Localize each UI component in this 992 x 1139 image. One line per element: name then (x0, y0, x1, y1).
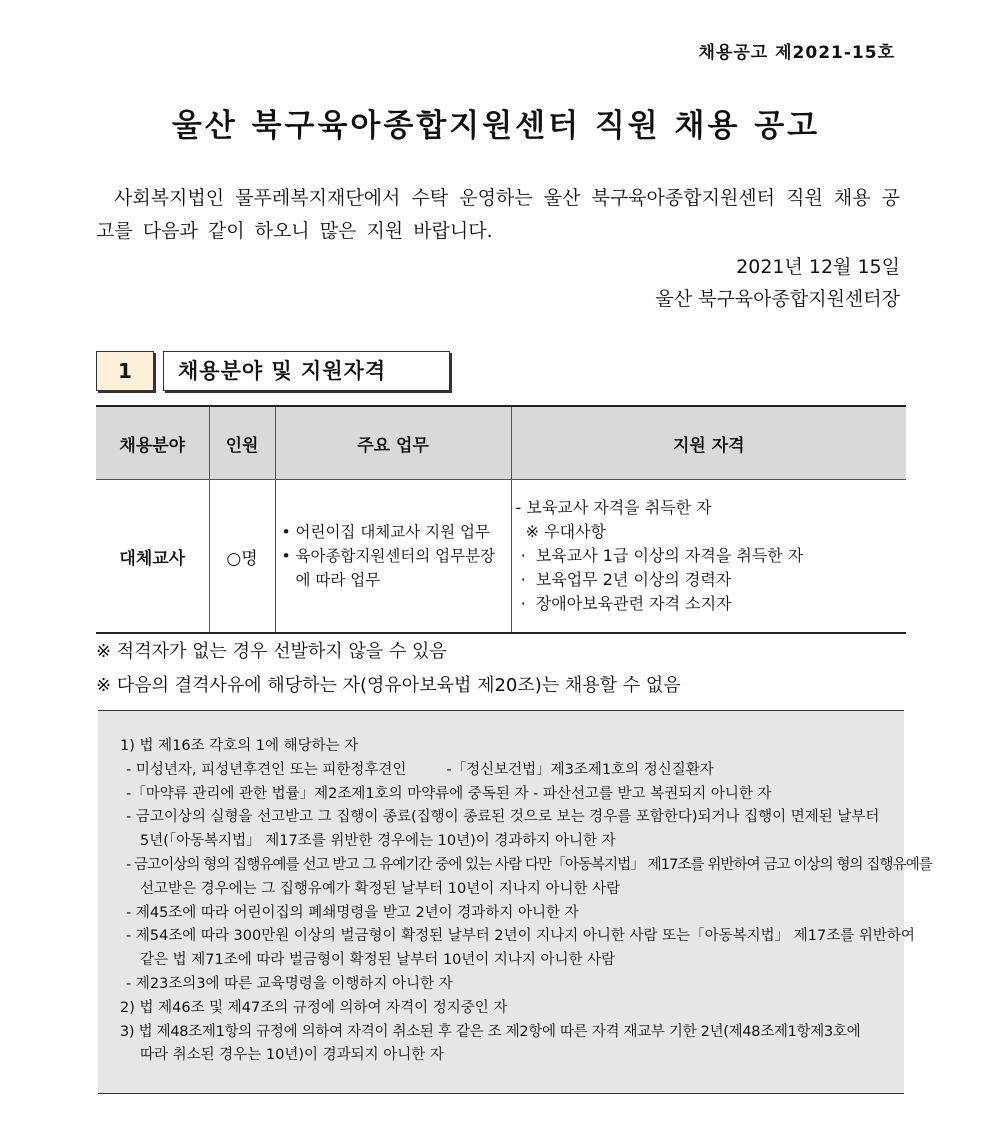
disqualification-line (120, 759, 892, 783)
cell-duties (275, 480, 511, 634)
bullet-glyph: • (281, 523, 291, 541)
disqualification-line: 5년(「아동복지법」 제17조를 위반한 경우에는 10년)이 경과하지 아니한 자 (140, 833, 616, 850)
disqualification-line: - 제45조에 따라 어린이집의 폐쇄명령을 받고 2년이 경과하지 아니한 자 (126, 904, 579, 921)
disqualification-line: 같은 법 제71조에 따라 벌금형이 확정된 날부터 10년이 지나지 아니한 사람 (140, 952, 616, 969)
recruitment-table (96, 405, 906, 634)
duty-item (282, 520, 510, 544)
section-number: 1 (96, 351, 154, 391)
disqualification-line: 3) 법 제48조제1항의 규정에 의하여 자격이 취소된 후 같은 조 제2항에 따른 자격 재교부 기한 2년(제48조제1항제3호에 (120, 1023, 861, 1040)
disqualification-line: - 금고이상의 실형을 선고받고 그 집행이 종료(집행이 종료된 것으로 보는 경우를 포함한다)되거나 집행이 면제된 날부터 (126, 809, 880, 826)
disqualification-line: - 제54조에 따라 300만원 이상의 벌금형이 확정된 날부터 2년이 지나지 아니한 사람 또는「아동복지법」 제17조를 위반하여 (126, 928, 915, 945)
disqualification-line: 2) 법 제46조 및 제47조의 규정에 의하여 자격이 정지중인 자 (120, 999, 508, 1016)
qualification-line: - 보육교사 자격을 취득한 자 (515, 498, 712, 517)
qualification-line: ※ 우대사항 (515, 522, 606, 541)
header-field: 채용분야 (96, 406, 209, 480)
announcement-date: 2021년 12월 15일 (736, 256, 900, 278)
header-count: 인원 (209, 406, 275, 480)
disqualification-line: 따라 취소된 경우는 10년)이 경과되지 아니한 자 (140, 1047, 444, 1064)
duty-text: 육아종합지원센터의 업무분장에 따라 업무 (295, 547, 496, 589)
duty-item (282, 544, 510, 592)
disqualification-line: 1) 법 제16조 각호의 1에 해당하는 자 (120, 738, 359, 754)
qualification-line: · 보육업무 2년 이상의 경력자 (515, 570, 732, 589)
disqualification-item: -「정신보건법」제3조제1호의 정신질환자 (446, 761, 714, 778)
cell-count: ○명 (209, 480, 275, 634)
qualification-line: · 보육교사 1급 이상의 자격을 취득한 자 (515, 546, 804, 565)
note-disqualification: ※ 다음의 결격사유에 해당하는 자(영유아보육법 제20조)는 채용할 수 없음 (96, 675, 681, 696)
disqualification-line: 선고받은 경우에는 그 집행유예가 확정된 날부터 10년이 지나지 아니한 사람 (140, 880, 621, 897)
disqualification-line: - 제23조의3에 따른 교육명령을 이행하지 아니한 자 (126, 975, 453, 992)
cell-field: 대체교사 (96, 480, 209, 634)
header-duties: 주요 업무 (275, 406, 511, 480)
note-no-qualified: ※ 적격자가 없는 경우 선발하지 않을 수 있음 (96, 641, 447, 662)
disqualification-line: - 금고이상의 형의 집행유예를 선고 받고 그 유예기간 중에 있는 사람 다만「아동복지법」 제17조를 위반하여 금고 이상의 형의 집행유예를 (126, 856, 932, 873)
bullet-glyph: • (281, 547, 291, 565)
section-title: 채용분야 및 지원자격 (163, 351, 450, 391)
disqualification-line: -「마약류 관리에 관한 법률」제2조제1호의 마약류에 중독된 자 - 파산선고를 받고 복권되지 아니한 자 (126, 785, 772, 802)
header-qualifications: 지원 자격 (511, 406, 906, 480)
disqualification-item: - 미성년자, 피성년후견인 또는 피한정후견인 (126, 761, 407, 778)
table-row (96, 480, 906, 634)
disqualification-box (98, 710, 932, 1094)
cell-qualifications (511, 480, 906, 634)
page-title: 울산 북구육아종합지원센터 직원 채용 공고 (171, 108, 821, 144)
duty-text: 어린이집 대체교사 지원 업무 (295, 523, 490, 541)
table-header-row (96, 406, 906, 480)
intro-paragraph: 사회복지법인 물푸레복지재단에서 수탁 운영하는 울산 북구육아종합지원센터 직원 채용 공고를 다음과 같이 하오니 많은 지원 바랍니다. (96, 187, 900, 242)
issuer-name: 울산 북구육아종합지원센터장 (655, 288, 900, 310)
notice-number: 채용공고 제2021-15호 (698, 43, 895, 63)
qualification-line: · 장애아보육관련 자격 소지자 (515, 594, 732, 613)
